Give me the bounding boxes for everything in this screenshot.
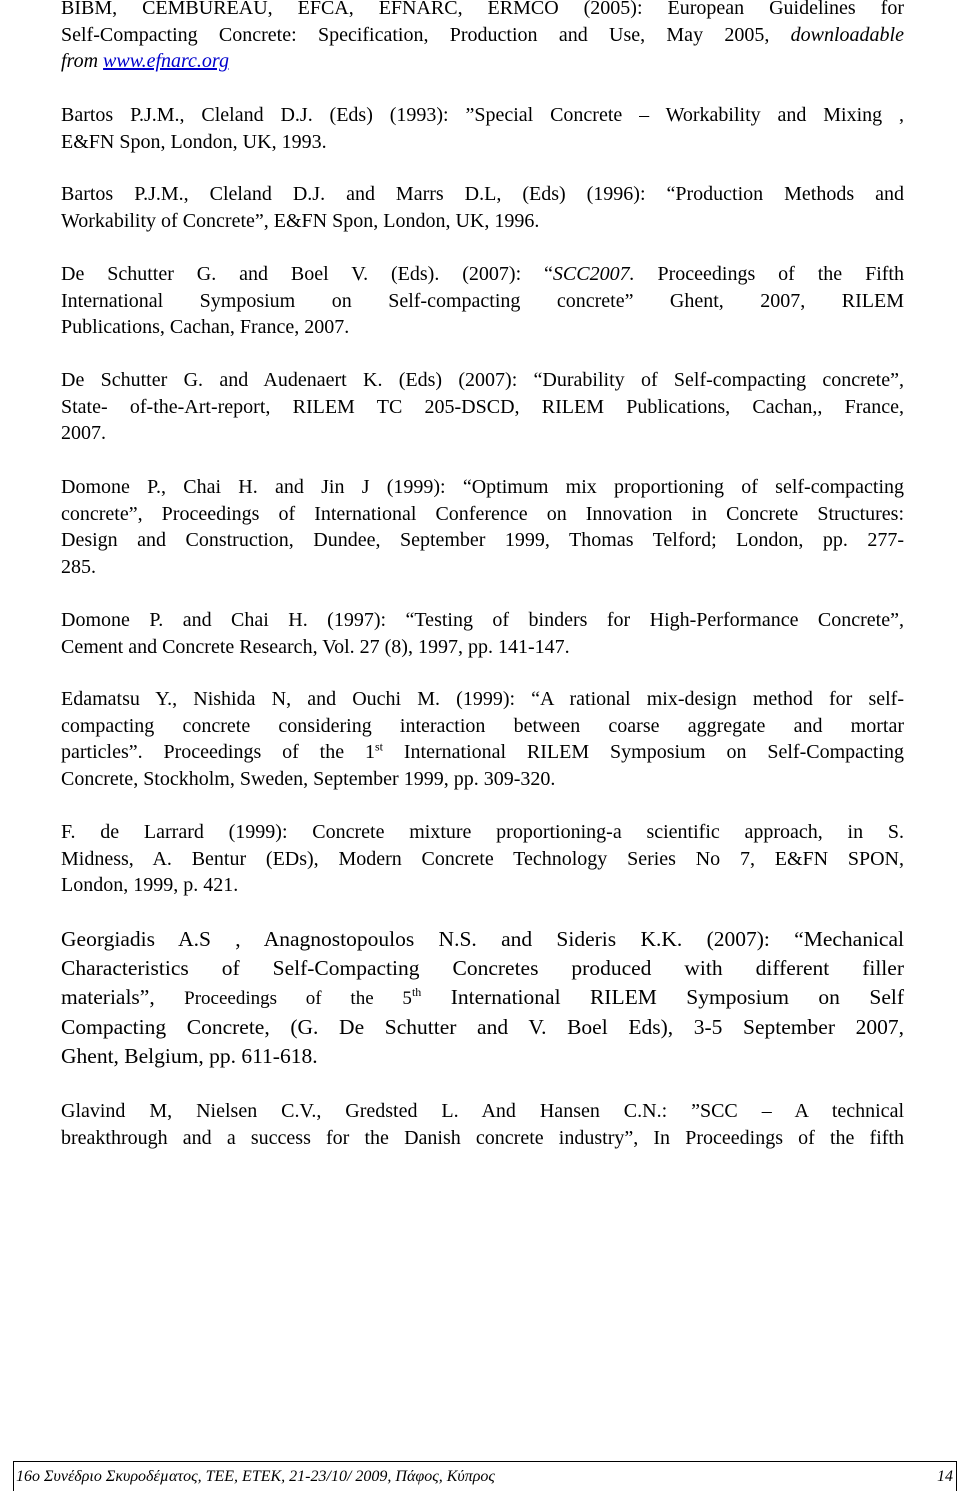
ref-line: Workability of Concrete”, E&FN Spon, London, UK, 1996. bbox=[61, 209, 540, 232]
reference-georgiadis bbox=[61, 925, 904, 1071]
efnarc-link[interactable]: www.efnarc.org bbox=[103, 50, 229, 72]
reference-domone-chai-jin bbox=[61, 474, 904, 580]
ref-line: Compacting Concrete, (G. De Schutter and V. Boel Eds), 3-5 September 2007, bbox=[61, 1015, 904, 1039]
ref-line: Self-Compacting Concrete: Specification, Production and Use, May 2005, downloadable bbox=[61, 23, 904, 46]
footer-conference: 16ο Συνέδριο Σκυροδέµατος, ΤΕΕ, ΕΤΕΚ, 21-23/10/ 2009, Πάφος, Κύπρος bbox=[16, 1468, 495, 1485]
reference-glavind bbox=[61, 1098, 904, 1151]
page-footer bbox=[13, 1461, 957, 1491]
ref-line: compacting concrete considering interaction between coarse aggregate and mortar bbox=[61, 714, 904, 737]
ref-line: concrete”, Proceedings of International Conference on Innovation in Concrete Structures: bbox=[61, 502, 904, 525]
reference-bibm bbox=[61, 0, 904, 75]
ref-line: Concrete, Stockholm, Sweden, September 1999, pp. 309-320. bbox=[61, 767, 556, 790]
ref-line: State- of-the-Art-report, RILEM TC 205-DSCD, RILEM Publications, Cachan,, France, bbox=[61, 395, 904, 418]
reference-domone-chai bbox=[61, 607, 904, 660]
reference-bartos-1996 bbox=[61, 181, 904, 234]
ref-line: Georgiadis A.S , Anagnostopoulos N.S. and Sideris K.K. (2007): “Mechanical bbox=[61, 927, 904, 951]
ref-line: breakthrough and a success for the Danish concrete industry”, In Proceedings of the fifth bbox=[61, 1126, 904, 1149]
ref-line: Publications, Cachan, France, 2007. bbox=[61, 316, 350, 338]
ref-line: Design and Construction, Dundee, September 1999, Thomas Telford; London, pp. 277- bbox=[61, 529, 904, 551]
page-number: 14 bbox=[937, 1468, 953, 1485]
reference-de-schutter-boel bbox=[61, 261, 904, 341]
reference-edamatsu bbox=[61, 686, 904, 792]
ref-line: Bartos P.J.M., Cleland D.J. and Marrs D.L, (Eds) (1996): “Production Methods and bbox=[61, 183, 904, 205]
ref-line: International Symposium on Self-compacting concrete” Ghent, 2007, RILEM bbox=[61, 289, 904, 312]
ref-line: from www.efnarc.org bbox=[61, 50, 229, 72]
reference-de-larrard bbox=[61, 819, 904, 899]
ref-line: London, 1999, p. 421. bbox=[61, 874, 239, 896]
ref-line: Midness, A. Bentur (EDs), Modern Concrete Technology Series No 7, E&FN SPON, bbox=[61, 847, 904, 870]
ref-line: Glavind M, Nielsen C.V., Gredsted L. And Hansen C.N.: ”SCC – A technical bbox=[61, 1100, 904, 1122]
reference-bartos-1993 bbox=[61, 102, 904, 155]
ref-line: Cement and Concrete Research, Vol. 27 (8), 1997, pp. 141-147. bbox=[61, 635, 570, 658]
reference-de-schutter-audenaert bbox=[61, 367, 904, 447]
ref-line: E&FN Spon, London, UK, 1993. bbox=[61, 130, 327, 153]
ref-line: De Schutter G. and Audenaert K. (Eds) (2007): “Durability of Self-compacting concrete”, bbox=[61, 369, 904, 391]
ref-line: Domone P., Chai H. and Jin J (1999): “Optimum mix proportioning of self-compacting bbox=[61, 476, 904, 498]
ref-line: Edamatsu Y., Nishida N, and Ouchi M. (1999): “A rational mix-design method for self- bbox=[61, 688, 904, 710]
ref-line: particles”. Proceedings of the 1st International RILEM Symposium on Self-Compacting bbox=[61, 739, 904, 763]
ref-line: De Schutter G. and Boel V. (Eds). (2007): “SCC2007. Proceedings of the Fifth bbox=[61, 263, 904, 285]
ref-line: BIBM, CEMBUREAU, EFCA, EFNARC, ERMCO (2005): European Guidelines for bbox=[61, 0, 904, 19]
ref-line: 285. bbox=[61, 555, 96, 578]
ref-line: Bartos P.J.M., Cleland D.J. (Eds) (1993): ”Special Concrete – Workability and Mixing , bbox=[61, 104, 904, 126]
ref-line: Ghent, Belgium, pp. 611-618. bbox=[61, 1044, 318, 1068]
ref-line: Domone P. and Chai H. (1997): “Testing of binders for High-Performance Concrete”, bbox=[61, 609, 904, 631]
ref-line: materials”, Proceedings of the 5th International RILEM Symposium on Self bbox=[61, 984, 904, 1009]
ref-line: F. de Larrard (1999): Concrete mixture proportioning-a scientific approach, in S. bbox=[61, 821, 904, 843]
ref-line: Characteristics of Self-Compacting Concretes produced with different filler bbox=[61, 956, 904, 980]
ref-line: 2007. bbox=[61, 422, 106, 444]
